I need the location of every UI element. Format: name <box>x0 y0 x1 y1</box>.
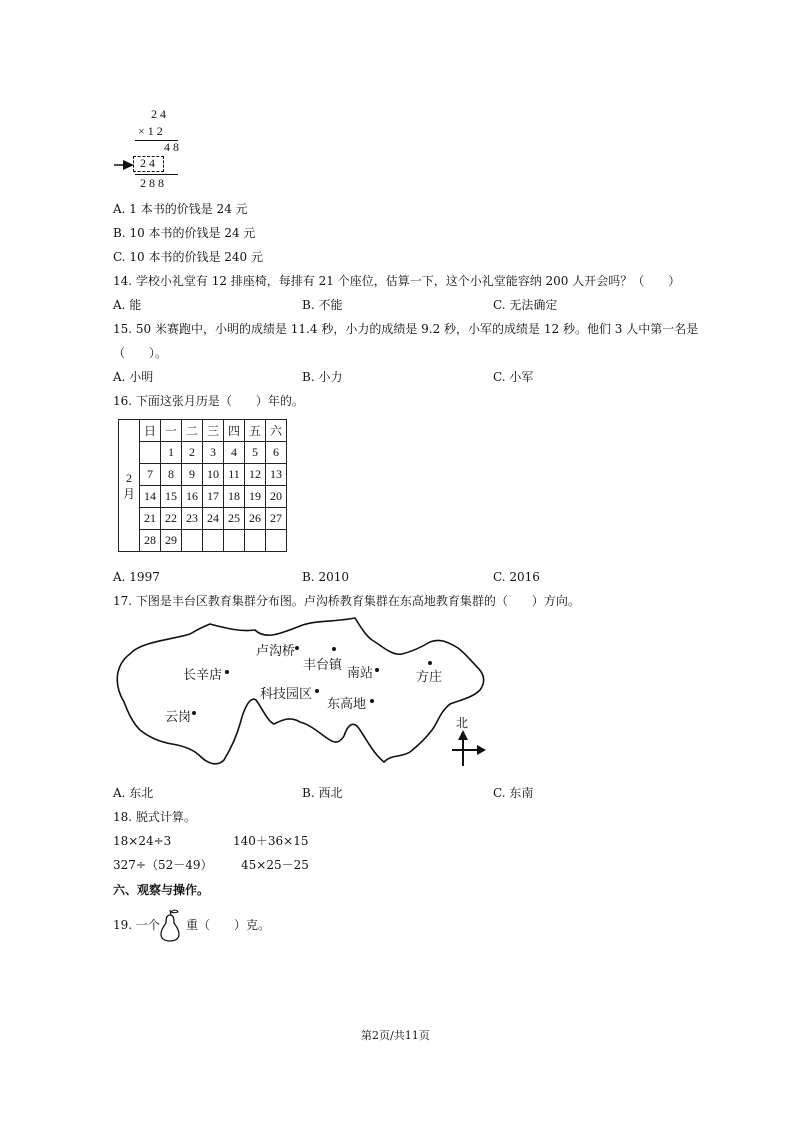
q15-option-c: C. 小军 <box>493 370 534 384</box>
calendar-day <box>140 442 161 464</box>
calendar-day: 29 <box>161 530 182 552</box>
page-footer: 第2页/共11页 <box>361 1029 430 1042</box>
map-label-yungang: 云岗 <box>165 710 192 725</box>
section-heading: 六、观察与操作。 <box>113 883 210 897</box>
map-label-fangzhuang: 方庄 <box>416 670 443 685</box>
map-dot-nanzhan <box>375 668 379 672</box>
district-map <box>110 612 490 774</box>
calendar-day <box>224 530 245 552</box>
map-label-kejiyuanqu: 科技园区 <box>260 687 313 702</box>
q14-option-b: B. 不能 <box>302 298 343 312</box>
q19-suffix: 重（ ）克。 <box>186 918 271 932</box>
calendar-day: 27 <box>266 508 287 530</box>
calendar-day: 15 <box>161 486 182 508</box>
weekday-header: 一 <box>161 420 182 442</box>
q18-expr-4: 45×25－25 <box>241 858 309 872</box>
q14-option-a: A. 能 <box>113 298 142 312</box>
calendar-day: 14 <box>140 486 161 508</box>
calendar-day: 2 <box>182 442 203 464</box>
calendar-day: 7 <box>140 464 161 486</box>
q13-option-b: B. 10 本书的价钱是 24 元 <box>113 226 256 240</box>
map-dot-lugouqiao <box>295 646 299 650</box>
calendar-day: 17 <box>203 486 224 508</box>
weekday-header: 日 <box>140 420 161 442</box>
calendar-day <box>203 530 224 552</box>
calendar-day <box>266 530 287 552</box>
calendar-day <box>182 530 203 552</box>
map-dot-kejiyuanqu <box>315 689 319 693</box>
multiplicand: 2 4 <box>151 107 166 121</box>
calendar-day: 21 <box>140 508 161 530</box>
divider-line-2 <box>135 174 178 175</box>
calendar-day: 12 <box>245 464 266 486</box>
partial-product-2: 2 4 <box>140 156 155 170</box>
calendar-day: 8 <box>161 464 182 486</box>
north-label: 北 <box>456 716 469 730</box>
calendar-day <box>245 530 266 552</box>
q19-prefix: 19. 一个 <box>113 918 160 932</box>
calendar-day: 16 <box>182 486 203 508</box>
calendar-day: 1 <box>161 442 182 464</box>
partial-product-1: 4 8 <box>164 140 179 154</box>
calendar-day: 13 <box>266 464 287 486</box>
weekday-header: 二 <box>182 420 203 442</box>
map-dot-donggaodi <box>370 699 374 703</box>
q15-option-a: A. 小明 <box>113 370 154 384</box>
q17-option-a: A. 东北 <box>113 786 154 800</box>
q18-expr-1: 18×24÷3 <box>113 834 172 848</box>
calendar-day: 18 <box>224 486 245 508</box>
calendar-day: 6 <box>266 442 287 464</box>
q16-option-c: C. 2016 <box>493 570 540 584</box>
pear-icon <box>158 906 182 942</box>
q17-option-b: B. 西北 <box>302 786 343 800</box>
calendar-day: 9 <box>182 464 203 486</box>
calendar-day: 20 <box>266 486 287 508</box>
q17-question: 17. 下图是丰台区教育集群分布图。卢沟桥教育集群在东高地教育集群的（ ）方向。 <box>113 594 580 608</box>
calendar-day: 28 <box>140 530 161 552</box>
weekday-header: 五 <box>245 420 266 442</box>
calendar-day: 26 <box>245 508 266 530</box>
weekday-header: 六 <box>266 420 287 442</box>
calendar-month <box>119 420 140 552</box>
arrow-right-icon <box>113 159 135 171</box>
q16-option-a: A. 1997 <box>113 570 160 584</box>
q16-question: 16. 下面这张月历是（ ）年的。 <box>113 394 304 408</box>
calendar-day: 11 <box>224 464 245 486</box>
weekday-header: 四 <box>224 420 245 442</box>
calendar-month-label: 2月 <box>123 470 136 501</box>
calendar-day: 10 <box>203 464 224 486</box>
calendar-day: 3 <box>203 442 224 464</box>
q14-question: 14. 学校小礼堂有 12 排座椅，每排有 21 个座位，估算一下，这个小礼堂能容纳 200 人开会吗？（ ） <box>113 274 681 288</box>
q14-option-c: C. 无法确定 <box>493 298 558 312</box>
calendar-day: 25 <box>224 508 245 530</box>
q17-option-c: C. 东南 <box>493 786 534 800</box>
q13-option-a: A. 1 本书的价钱是 24 元 <box>113 202 248 216</box>
map-label-changxindian: 长辛店 <box>183 668 223 683</box>
map-dot-fengtaizhen <box>332 647 336 651</box>
q16-option-b: B. 2010 <box>302 570 349 584</box>
q15-option-b: B. 小力 <box>302 370 343 384</box>
calendar-day: 24 <box>203 508 224 530</box>
calendar-day: 23 <box>182 508 203 530</box>
q18-expr-2: 140＋36×15 <box>233 834 309 848</box>
map-label-nanzhan: 南站 <box>347 666 374 681</box>
q15-question-cont: （ ）。 <box>113 346 168 360</box>
calendar-day: 5 <box>245 442 266 464</box>
map-label-donggaodi: 东高地 <box>327 697 367 712</box>
multiplier: × 1 2 <box>138 124 163 138</box>
map-dot-changxindian <box>225 670 229 674</box>
product-result: 2 8 8 <box>140 176 164 190</box>
calendar-day: 4 <box>224 442 245 464</box>
map-label-fengtaizhen: 丰台镇 <box>303 658 343 673</box>
calendar-day: 19 <box>245 486 266 508</box>
weekday-header: 三 <box>203 420 224 442</box>
map-dot-fangzhuang <box>428 661 432 665</box>
calendar-table <box>118 419 287 552</box>
map-label-lugouqiao: 卢沟桥 <box>256 644 296 659</box>
q18-expr-3: 327÷（52－49） <box>113 858 213 872</box>
calendar-day: 22 <box>161 508 182 530</box>
map-dot-yungang <box>192 711 196 715</box>
q18-title: 18. 脱式计算。 <box>113 810 196 824</box>
q13-option-c: C. 10 本书的价钱是 240 元 <box>113 250 264 264</box>
north-arrow-icon <box>450 730 490 770</box>
q15-question: 15. 50 米赛跑中，小明的成绩是 11.4 秒，小力的成绩是 9.2 秒，小军的成绩是 12 秒。他们 3 人中第一名是 <box>113 322 699 336</box>
